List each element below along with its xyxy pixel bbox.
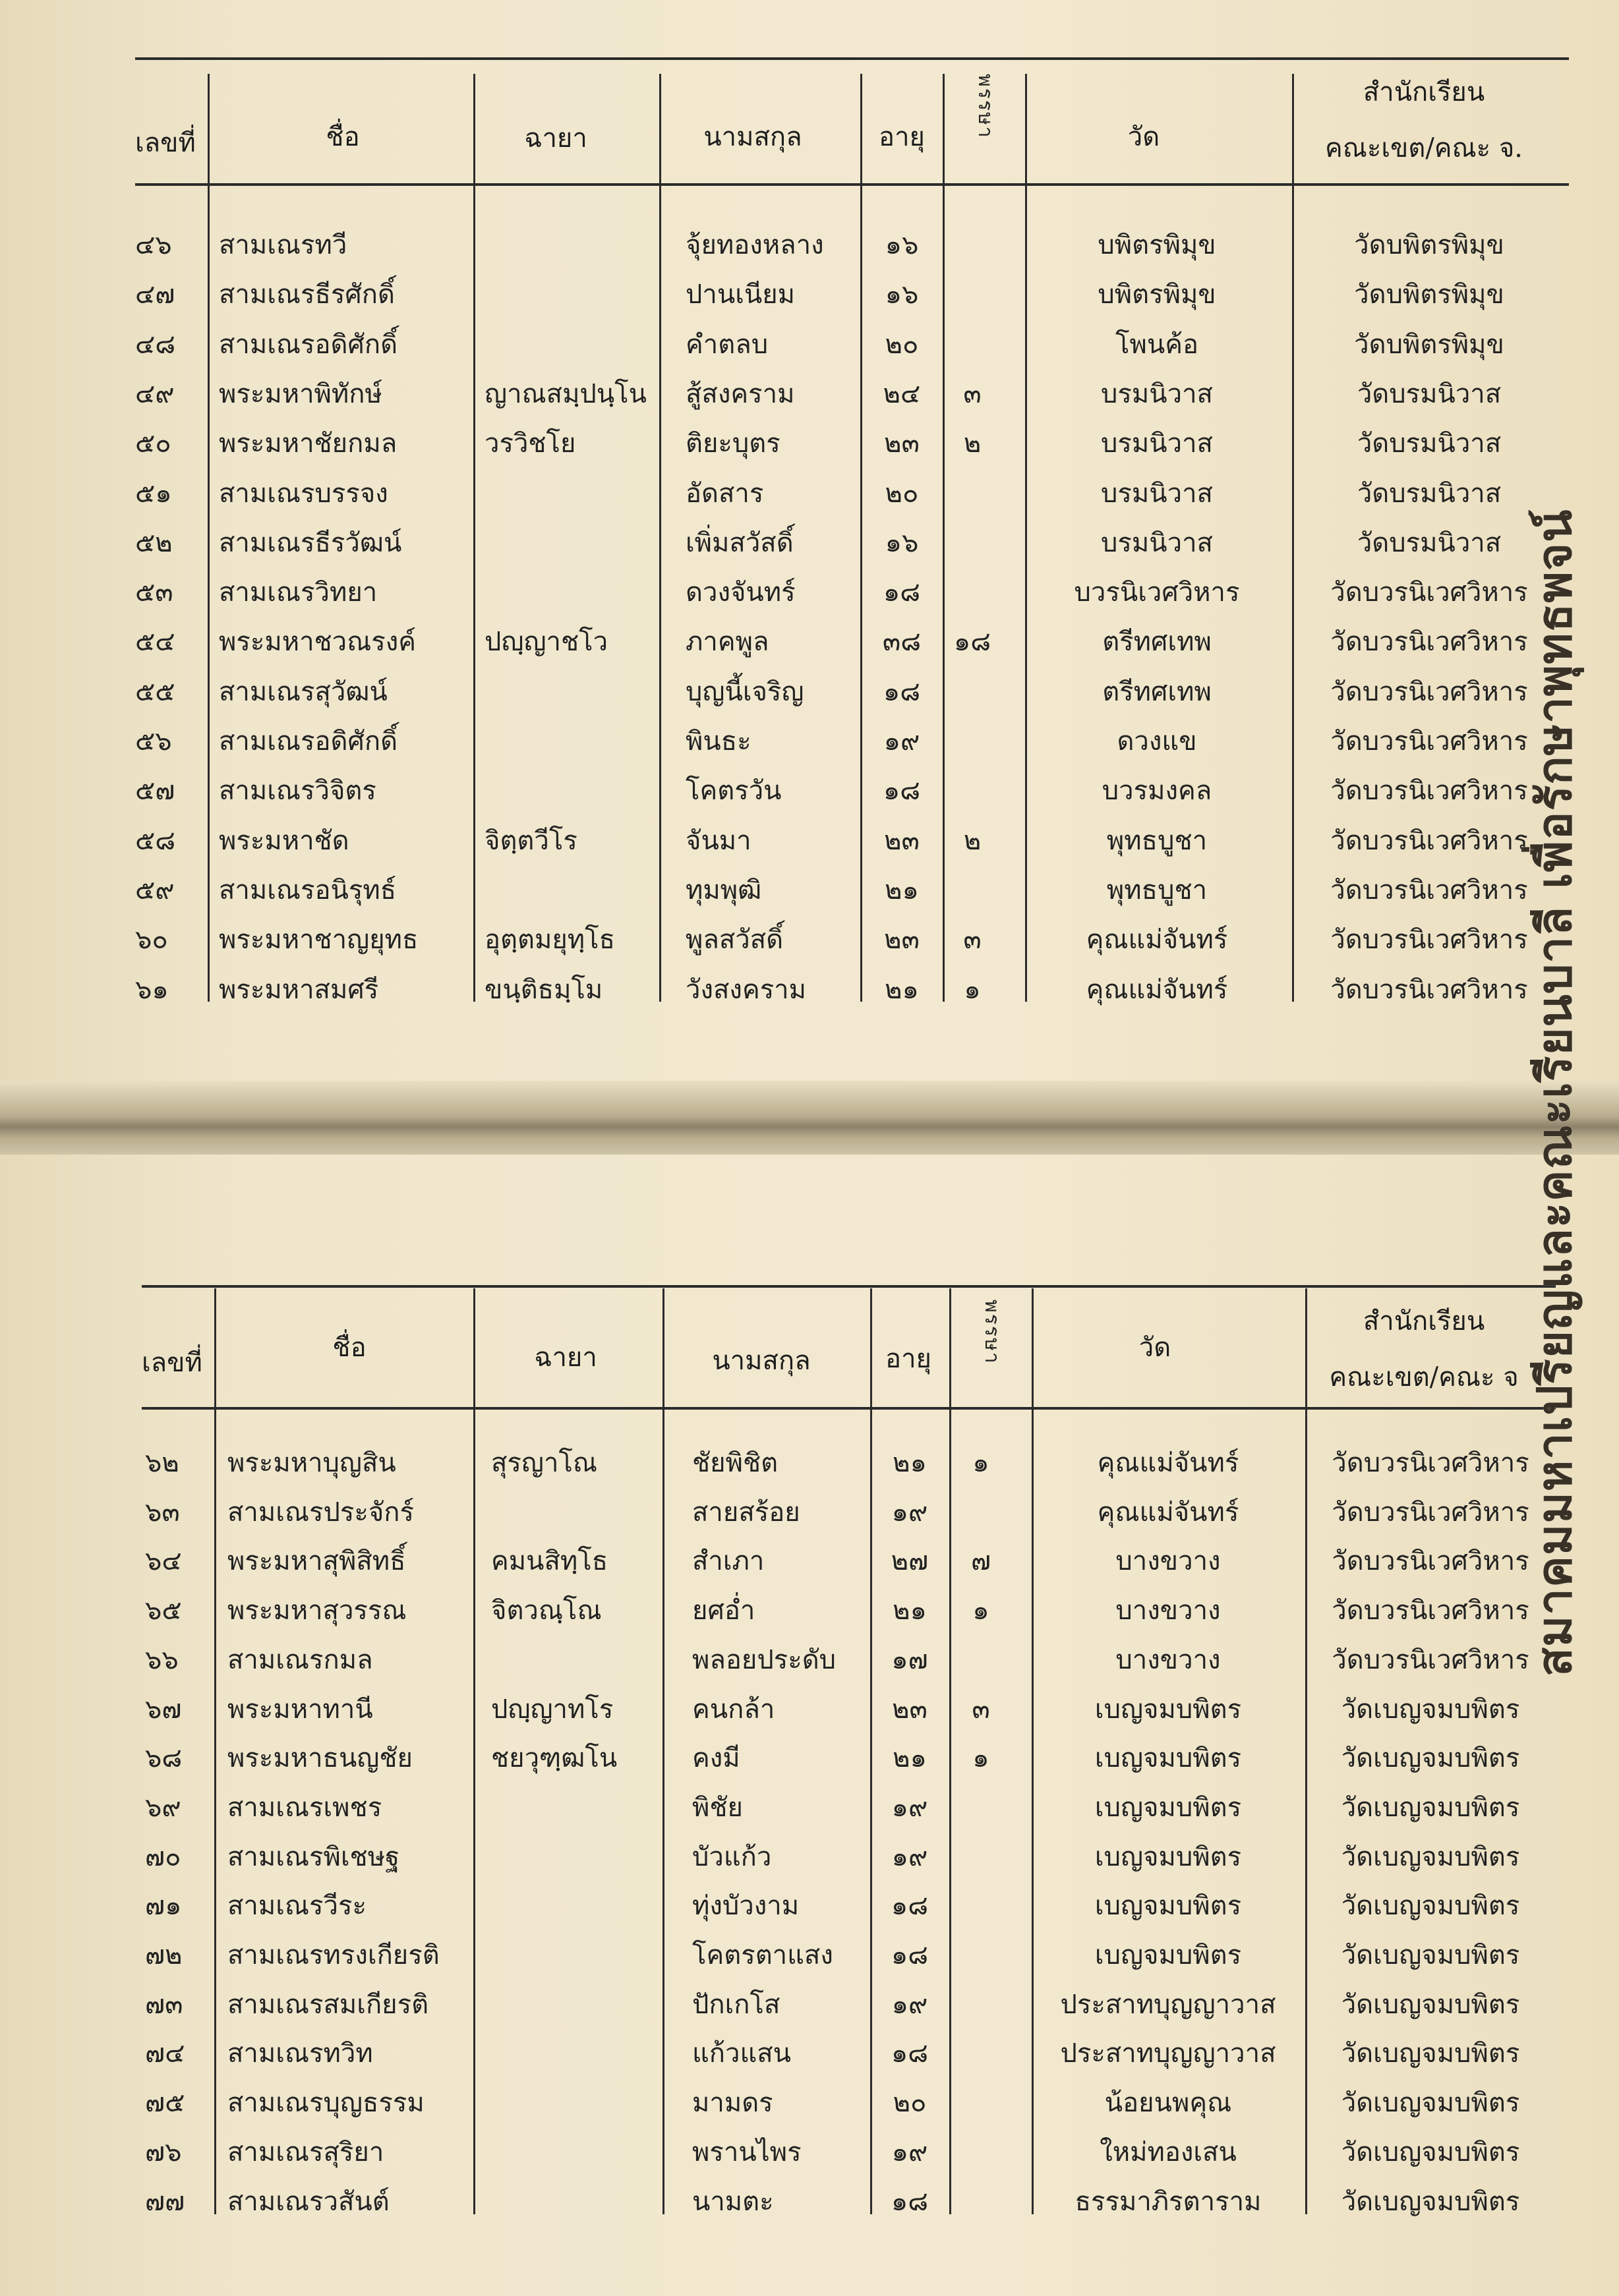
cell-school: วัดบวรนิเวศวิหาร [1332, 1595, 1529, 1626]
cell-no: ๕๕ [135, 676, 175, 707]
cell-surname: สายสร้อย [692, 1497, 800, 1528]
cell-pansa: ๓ [972, 1694, 990, 1725]
cell-surname: ชัยพิชิต [692, 1448, 779, 1478]
cell-age: ๓๘ [882, 627, 922, 658]
cell-school: วัดบวรนิเวศวิหาร [1330, 726, 1528, 757]
cell-school: วัดเบญจมบพิตร [1341, 2186, 1520, 2217]
cell-pansa: ๒ [963, 825, 982, 856]
header-wat: วัด [1127, 122, 1160, 152]
cell-age: ๑๖ [885, 527, 919, 558]
cell-surname: วังสงคราม [686, 974, 807, 1005]
cell-chaya: จิตวณฺโณ [491, 1595, 602, 1626]
cell-no: ๖๗ [145, 1694, 182, 1725]
cell-surname: ติยะบุตร [686, 428, 780, 459]
cell-school: วัดเบญจมบพิตร [1341, 2038, 1520, 2069]
cell-no: ๖๙ [145, 1792, 181, 1823]
cell-surname: ปานเนียม [686, 279, 796, 310]
header-pansa: พรรษา [980, 1300, 1003, 1365]
cell-surname: นามตะ [692, 2186, 774, 2217]
cell-pansa: ๑ [972, 1448, 989, 1478]
cell-wat: ธรรมาภิรตาราม [1074, 2186, 1262, 2217]
cell-name: พระมหาชัด [219, 825, 349, 856]
cell-name: พระมหาทานี [227, 1694, 373, 1725]
cell-wat: โพนค้อ [1115, 329, 1198, 360]
cell-no: ๕๓ [135, 577, 173, 608]
cell-age: ๑๙ [891, 1989, 928, 2020]
header-name: ชื่อ [332, 1333, 367, 1363]
cell-no: ๗๓ [145, 1989, 183, 2020]
header-chaya: ฉายา [534, 1342, 597, 1373]
cell-wat: เบญจมบพิตร [1094, 1891, 1242, 1922]
cell-no: ๖๐ [135, 925, 168, 956]
cell-wat: บวรมงคล [1102, 776, 1212, 807]
cell-age: ๒๑ [893, 1743, 927, 1774]
cell-wat: ประสาทบุญญาวาส [1060, 2038, 1276, 2069]
cell-no: ๔๖ [135, 230, 172, 260]
cell-wat: ใหม่ทองเสน [1100, 2137, 1237, 2167]
cell-pansa: ๒ [963, 428, 982, 459]
cell-name: สามเณรวสันต์ [227, 2186, 390, 2217]
header-pansa: พรรษา [974, 74, 997, 139]
cell-school: วัดเบญจมบพิตร [1341, 1792, 1520, 1823]
cell-school: วัดบวรนิเวศวิหาร [1330, 875, 1528, 905]
column-divider [214, 1288, 216, 2214]
cell-no: ๗๐ [145, 1841, 181, 1872]
header-school-line1: สำนักเรียน [1363, 77, 1485, 107]
cell-surname: จุ้ยทองหลาง [686, 230, 824, 260]
cell-wat: บางขวาง [1115, 1595, 1221, 1626]
header-school-line1: สำนักเรียน [1363, 1306, 1485, 1336]
cell-school: วัดบวรนิเวศวิหาร [1330, 676, 1528, 707]
cell-age: ๑๙ [891, 1497, 928, 1528]
cell-wat: บรมนิวาส [1101, 478, 1213, 509]
cell-name: สามเณรพิเชษฐ [227, 1841, 400, 1872]
cell-chaya: ปญฺญาชโว [485, 627, 608, 658]
cell-name: สามเณรวีระ [227, 1891, 367, 1922]
cell-wat: เบญจมบพิตร [1094, 1743, 1242, 1774]
cell-surname: บุญนี้เจริญ [686, 676, 804, 707]
cell-wat: บพิตรพิมุข [1098, 230, 1216, 260]
column-divider [662, 1288, 664, 2214]
cell-name: สามเณรกมล [227, 1644, 373, 1675]
cell-surname: โคตรวัน [686, 776, 782, 807]
cell-chaya: ขนฺติธมฺโม [485, 974, 603, 1005]
cell-wat: ประสาทบุญญาวาส [1060, 1989, 1276, 2020]
cell-chaya: วรวิชโย [485, 428, 576, 459]
cell-chaya: จิตฺตวีโร [485, 825, 577, 856]
cell-wat: พุทธบูชา [1106, 825, 1208, 856]
cell-surname: คงมี [692, 1743, 740, 1774]
cell-wat: บพิตรพิมุข [1098, 279, 1216, 310]
cell-school: วัดบวรนิเวศวิหาร [1330, 925, 1528, 956]
cell-chaya: ปญฺญาทโร [491, 1694, 614, 1725]
cell-school: วัดบพิตรพิมุข [1354, 230, 1504, 260]
cell-surname: โคตรตาแสง [692, 1940, 833, 1970]
cell-surname: พินธะ [686, 726, 751, 757]
cell-age: ๑๗ [891, 1644, 928, 1675]
cell-age: ๒๐ [885, 329, 919, 360]
cell-no: ๔๗ [135, 279, 175, 310]
cell-surname: สำเภา [692, 1546, 765, 1577]
header-name: ชื่อ [326, 122, 360, 152]
cell-school: วัดบรมนิวาส [1357, 478, 1502, 509]
cell-name: สามเณรสมเกียรติ [227, 1989, 429, 2020]
cell-pansa: ๑ [972, 1743, 989, 1774]
cell-wat: เบญจมบพิตร [1094, 1792, 1242, 1823]
cell-name: สามเณรวิจิตร [219, 776, 376, 807]
cell-pansa: ๑ [964, 974, 981, 1005]
cell-school: วัดเบญจมบพิตร [1341, 1694, 1520, 1725]
cell-wat: ตรีทศเทพ [1102, 627, 1212, 658]
cell-name: สามเณรประจักร์ [227, 1497, 415, 1528]
cell-no: ๖๘ [145, 1743, 183, 1774]
cell-age: ๒๑ [885, 875, 919, 905]
cell-no: ๖๒ [145, 1448, 179, 1478]
cell-age: ๑๘ [891, 1940, 929, 1970]
cell-name: สามเณรธีรวัฒน์ [219, 527, 402, 558]
cell-school: วัดเบญจมบพิตร [1341, 1743, 1520, 1774]
cell-name: สามเณรทวิท [227, 2038, 373, 2069]
cell-surname: พิชัย [692, 1792, 743, 1823]
header-chaya: ฉายา [524, 123, 587, 154]
cell-pansa: ๗ [970, 1546, 991, 1577]
cell-surname: อัดสาร [686, 478, 764, 509]
cell-pansa: ๓ [963, 925, 982, 956]
cell-pansa: ๓ [963, 378, 982, 409]
cell-school: วัดเบญจมบพิตร [1341, 1940, 1520, 1970]
cell-name: สามเณรบุญธรรม [227, 2088, 425, 2119]
cell-no: ๔๙ [135, 378, 175, 409]
header-bottom-rule [142, 1407, 1556, 1410]
cell-age: ๒๓ [884, 925, 920, 956]
cell-name: สามเณรวิทยา [219, 577, 378, 608]
cell-wat: ดวงแข [1117, 726, 1197, 757]
cell-surname: คำตลบ [686, 329, 769, 360]
cell-chaya: อุตฺตมยุทฺโธ [485, 925, 616, 956]
cell-surname: พลอยประดับ [692, 1644, 837, 1675]
header-surname: นามสกุล [703, 122, 802, 152]
cell-no: ๗๕ [145, 2088, 185, 2119]
cell-school: วัดบวรนิเวศวิหาร [1330, 825, 1528, 856]
cell-chaya: คมนสิทฺโธ [491, 1546, 608, 1577]
cell-age: ๑๖ [885, 230, 919, 260]
cell-surname: ปักเกโส [692, 1989, 780, 2020]
cell-no: ๕๙ [135, 875, 175, 905]
cell-name: พระมหาชาญยุทธ [219, 925, 419, 956]
cell-surname: ทุมพุฒิ [686, 875, 762, 905]
cell-chaya: สุรญาโณ [491, 1448, 598, 1478]
cell-name: สามเณรบรรจง [219, 478, 388, 509]
header-no: เลขที่ [142, 1348, 202, 1378]
cell-no: ๖๓ [145, 1497, 180, 1528]
cell-wat: บวรนิเวศวิหาร [1074, 577, 1240, 608]
cell-age: ๒๓ [892, 1694, 927, 1725]
cell-name: พระมหาชัยกมล [219, 428, 397, 459]
cell-school: วัดบรมนิวาส [1357, 428, 1502, 459]
cell-school: วัดบวรนิเวศวิหาร [1330, 974, 1528, 1005]
cell-age: ๒๐ [885, 478, 919, 509]
cell-wat: พุทธบูชา [1106, 875, 1208, 905]
cell-surname: ดวงจันทร์ [686, 577, 796, 608]
cell-surname: คนกล้า [692, 1694, 775, 1725]
cell-school: วัดบวรนิเวศวิหาร [1332, 1546, 1529, 1577]
cell-no: ๕๒ [135, 527, 173, 558]
cell-no: ๗๔ [145, 2038, 185, 2069]
header-surname: นามสกุล [712, 1346, 811, 1376]
header-school-line2: คณะเขต/คณะ จ. [1324, 133, 1523, 163]
cell-age: ๒๓ [884, 825, 920, 856]
cell-surname: แก้วแสน [692, 2038, 791, 2069]
cell-age: ๑๘ [883, 676, 921, 707]
cell-surname: ภาคพูล [686, 627, 769, 658]
cell-name: พระมหาสมศรี [219, 974, 379, 1005]
cell-no: ๖๖ [145, 1644, 179, 1675]
cell-wat: คุณแม่จันทร์ [1097, 1497, 1239, 1528]
cell-wat: บรมนิวาส [1101, 428, 1213, 459]
cell-no: ๗๑ [145, 1891, 182, 1922]
cell-wat: คุณแม่จันทร์ [1086, 925, 1228, 956]
cell-no: ๗๖ [145, 2137, 182, 2167]
cell-wat: คุณแม่จันทร์ [1086, 974, 1228, 1005]
cell-school: วัดบรมนิวาส [1357, 378, 1502, 409]
cell-name: พระมหาบุญสิน [227, 1448, 396, 1478]
cell-school: วัดบพิตรพิมุข [1354, 279, 1504, 310]
cell-age: ๒๓ [884, 428, 920, 459]
cell-name: สามเณรสุวัฒน์ [219, 676, 388, 707]
cell-school: วัดเบญจมบพิตร [1341, 2137, 1520, 2167]
cell-no: ๖๑ [135, 974, 169, 1005]
header-age: อายุ [879, 122, 925, 152]
cell-no: ๕๗ [135, 776, 175, 807]
cell-chaya: ญาณสมฺปนฺโน [485, 378, 647, 409]
cell-age: ๑๘ [891, 2186, 929, 2217]
header-top-rule [142, 1285, 1556, 1288]
cell-surname: พูลสวัสดิ์ [686, 925, 784, 956]
header-no: เลขที่ [135, 128, 196, 158]
cell-school: วัดเบญจมบพิตร [1341, 1989, 1520, 2020]
cell-surname: จันมา [686, 825, 751, 856]
header-age: อายุ [885, 1344, 931, 1374]
column-divider [949, 1288, 951, 2214]
cell-name: สามเณรธีรศักดิ์ [219, 279, 395, 310]
cell-surname: ทุ่งบัวงาม [692, 1891, 800, 1922]
column-divider [473, 1288, 475, 2214]
cell-wat: น้อยนพคุณ [1104, 2088, 1232, 2119]
cell-wat: ตรีทศเทพ [1102, 676, 1212, 707]
cell-age: ๑๙ [891, 2137, 928, 2167]
cell-no: ๔๘ [135, 329, 176, 360]
cell-age: ๑๙ [891, 1792, 928, 1823]
cell-pansa: ๑๘ [953, 627, 991, 658]
cell-school: วัดบพิตรพิมุข [1354, 329, 1504, 360]
column-divider [1305, 1288, 1307, 2214]
cell-wat: เบญจมบพิตร [1094, 1940, 1242, 1970]
cell-school: วัดบวรนิเวศวิหาร [1332, 1448, 1529, 1478]
cell-name: พระมหาชวณรงค์ [219, 627, 417, 658]
cell-school: วัดเบญจมบพิตร [1341, 2088, 1520, 2119]
column-divider [1032, 1288, 1034, 2214]
side-banner: สมาคมมหาเปรียญและคณะเรียนบาลี เพื่อรักษาพุทธพจน์ [1526, 509, 1582, 1677]
cell-school: วัดเบญจมบพิตร [1341, 1891, 1520, 1922]
cell-age: ๑๙ [891, 1841, 928, 1872]
cell-name: สามเณรสุริยา [227, 2137, 384, 2167]
cell-age: ๑๖ [885, 279, 919, 310]
cell-no: ๖๕ [145, 1595, 182, 1626]
cell-surname: บัวแก้ว [692, 1841, 772, 1872]
cell-no: ๕๐ [135, 428, 171, 459]
cell-age: ๒๔ [883, 378, 921, 409]
cell-age: ๒๑ [893, 1448, 927, 1478]
cell-surname: มามดร [692, 2088, 773, 2119]
cell-age: ๒๗ [891, 1546, 929, 1577]
cell-pansa: ๑ [972, 1595, 989, 1626]
header-school-line2: คณะเขต/คณะ จ [1329, 1362, 1519, 1392]
cell-wat: คุณแม่จันทร์ [1097, 1448, 1239, 1478]
cell-school: วัดเบญจมบพิตร [1341, 1841, 1520, 1872]
cell-name: พระมหาพิทักษ์ [219, 378, 382, 409]
cell-wat: บางขวาง [1115, 1644, 1221, 1675]
cell-age: ๑๘ [883, 577, 921, 608]
cell-name: พระมหาสุวรรณ [227, 1595, 407, 1626]
cell-school: วัดบวรนิเวศวิหาร [1330, 776, 1528, 807]
cell-school: วัดบวรนิเวศวิหาร [1330, 577, 1528, 608]
cell-name: สามเณรอดิศักดิ์ [219, 726, 398, 757]
cell-no: ๖๔ [145, 1546, 182, 1577]
cell-name: สามเณรเพชร [227, 1792, 382, 1823]
cell-surname: สู้สงคราม [686, 378, 795, 409]
cell-name: สามเณรอดิศักดิ์ [219, 329, 398, 360]
cell-no: ๕๖ [135, 726, 172, 757]
cell-school: วัดบวรนิเวศวิหาร [1332, 1644, 1529, 1675]
cell-wat: บรมนิวาส [1101, 378, 1213, 409]
cell-surname: พรานไพร [692, 2137, 802, 2167]
cell-name: สามเณรทวี [219, 230, 347, 260]
cell-wat: เบญจมบพิตร [1094, 1841, 1242, 1872]
cell-name: พระมหาธนญชัย [227, 1743, 413, 1774]
cell-no: ๕๔ [135, 627, 175, 658]
cell-age: ๒๑ [885, 974, 919, 1005]
cell-wat: เบญจมบพิตร [1094, 1694, 1242, 1725]
cell-name: สามเณรทรงเกียรติ [227, 1940, 440, 1970]
cell-age: ๑๘ [883, 776, 921, 807]
cell-age: ๑๘ [891, 2038, 929, 2069]
cell-age: ๑๙ [883, 726, 920, 757]
cell-wat: บรมนิวาส [1101, 527, 1213, 558]
cell-school: วัดบวรนิเวศวิหาร [1330, 627, 1528, 658]
cell-wat: บางขวาง [1115, 1546, 1221, 1577]
cell-school: วัดบวรนิเวศวิหาร [1332, 1497, 1529, 1528]
header-wat: วัด [1138, 1333, 1171, 1363]
cell-no: ๕๘ [135, 825, 176, 856]
cell-name: สามเณรอนิรุทธ์ [219, 875, 397, 905]
cell-chaya: ชยวุฑฺฒโน [491, 1743, 618, 1774]
cell-no: ๕๑ [135, 478, 172, 509]
cell-age: ๒๑ [893, 1595, 927, 1626]
cell-no: ๗๗ [145, 2186, 185, 2217]
cell-surname: เพิ่มสวัสดิ์ [686, 527, 794, 558]
cell-name: พระมหาสุพิสิทธิ์ [227, 1546, 406, 1577]
cell-school: วัดบรมนิวาส [1357, 527, 1502, 558]
cell-age: ๑๘ [891, 1891, 929, 1922]
cell-surname: ยศอ่ำ [692, 1595, 755, 1626]
column-divider [870, 1288, 872, 2214]
cell-no: ๗๒ [145, 1940, 183, 1970]
cell-age: ๒๐ [893, 2088, 927, 2119]
